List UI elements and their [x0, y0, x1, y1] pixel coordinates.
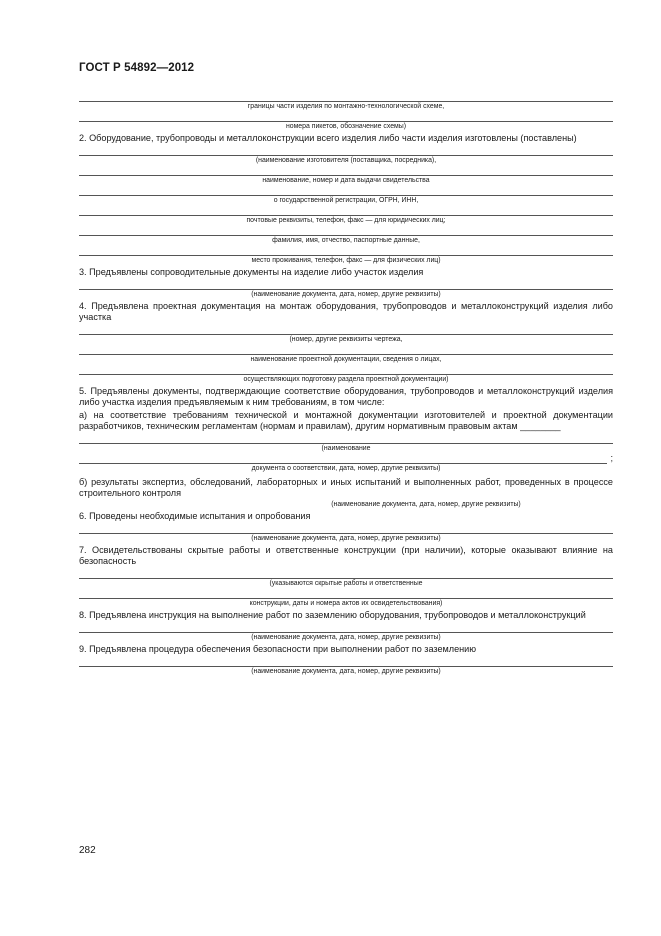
field-caption: (наименование изготовителя (поставщика, посредника),: [255, 157, 437, 164]
item-4-text: 4. Предъявлена проектная документация на монтаж оборудования, трубопроводов и металлоконструкций изделия либо участка: [79, 301, 613, 322]
item-5-text: 5. Предъявлены документы, подтверждающие соответствие оборудования, трубопроводов и металлоконструкций изделия либо участка изделия предъявляемым к ним требованиям, в том числе:: [79, 386, 613, 407]
field-caption: место проживания, телефон, факс — для физических лиц): [251, 257, 441, 264]
field-caption: осуществляющих подготовку раздела проектной документации): [243, 376, 449, 383]
item-5b-text: [79, 477, 613, 499]
field-caption: (наименование документа, дата, номер, другие реквизиты): [251, 634, 441, 641]
field-caption: (наименование документа, дата, номер, другие реквизиты): [251, 668, 441, 675]
field-caption: границы части изделия по монтажно-технологической схеме,: [247, 103, 445, 110]
form-body: [79, 91, 613, 676]
fill-line: [79, 568, 613, 579]
item-6-text: 6. Проведены необходимые испытания и опробования: [79, 511, 311, 521]
fill-line: [79, 433, 613, 444]
page-number: 282: [79, 845, 96, 856]
fill-line: [79, 165, 613, 176]
field-caption: (номер, другие реквизиты чертежа,: [289, 336, 403, 343]
item-5a-text: а) на соответствие требованиям технической и монтажной документации изготовителей и проектной документации разработчиков, техническим регламентам (нормам и правилам), другим нормативным правовым актам ________: [79, 410, 613, 431]
fill-line: [79, 245, 613, 256]
fill-line: [79, 656, 613, 667]
fill-line: [79, 454, 607, 464]
fill-line: [79, 91, 613, 102]
fill-line: [79, 145, 613, 156]
item-5a-body: а) на соответствие требованиям технической и монтажной документации изготовителей и проектной документации разработчиков, техническим регламентам (нормам и правилам), другим нормативным правовым актам: [79, 410, 613, 431]
item-9-text: 9. Предъявлена процедура обеспечения безопасности при выполнении работ по заземлению: [79, 644, 477, 654]
field-caption: (наименование документа, дата, номер, другие реквизиты): [331, 501, 521, 508]
fill-line: [79, 364, 613, 375]
item-8-text: 8. Предъявлена инструкция на выполнение работ по заземлению оборудования, трубопроводов и металлоконструкций: [79, 610, 586, 620]
fill-line-with-semicolon: [79, 453, 613, 464]
fill-line: [79, 344, 613, 355]
item-3-text: 3. Предъявлены сопроводительные документы на изделие либо участок изделия: [79, 267, 424, 277]
item-7-text: 7. Освидетельствованы скрытые работы и ответственные конструкции (при наличии), которые оказывают влияние на безопасность: [79, 545, 613, 566]
fill-line: [79, 622, 613, 633]
field-caption: наименование, номер и дата выдачи свидетельства: [262, 177, 430, 184]
field-caption: номера пикетов, обозначение схемы): [285, 123, 407, 130]
field-caption: (указываются скрытые работы и ответственные: [269, 580, 423, 587]
item-5b-body: б) результаты экспертиз, обследований, лабораторных и иных испытаний и выполненных работ, проведенных в процессе строительного контроля: [79, 477, 613, 498]
fill-line: [79, 279, 613, 290]
fill-line: [79, 324, 613, 335]
fill-line: [79, 111, 613, 122]
field-caption: (наименование документа, дата, номер, другие реквизиты): [251, 291, 441, 298]
fill-line: [79, 185, 613, 196]
fill-line: [79, 225, 613, 236]
semicolon: ;: [610, 453, 613, 463]
fill-line: [79, 523, 613, 534]
field-caption: конструкции, даты и номера актов их освидетельствования): [249, 600, 443, 607]
fill-line: [79, 588, 613, 599]
field-caption: (наименование: [321, 445, 371, 452]
field-caption: документа о соответствии, дата, номер, другие реквизиты): [251, 465, 441, 472]
field-caption: (наименование документа, дата, номер, другие реквизиты): [251, 535, 441, 542]
standard-title: ГОСТ Р 54892—2012: [79, 62, 195, 74]
fill-line: [79, 205, 613, 216]
field-caption: наименование проектной документации, сведения о лицах,: [250, 356, 442, 363]
field-caption: почтовые реквизиты, телефон, факс — для юридических лиц;: [246, 217, 446, 224]
field-caption: о государственной регистрации, ОГРН, ИНН,: [273, 197, 419, 204]
item-2-text: 2. Оборудование, трубопроводы и металлоконструкции всего изделия либо части изделия изготовлены (поставлены): [79, 133, 577, 143]
field-caption: фамилия, имя, отчество, паспортные данные,: [272, 237, 420, 244]
